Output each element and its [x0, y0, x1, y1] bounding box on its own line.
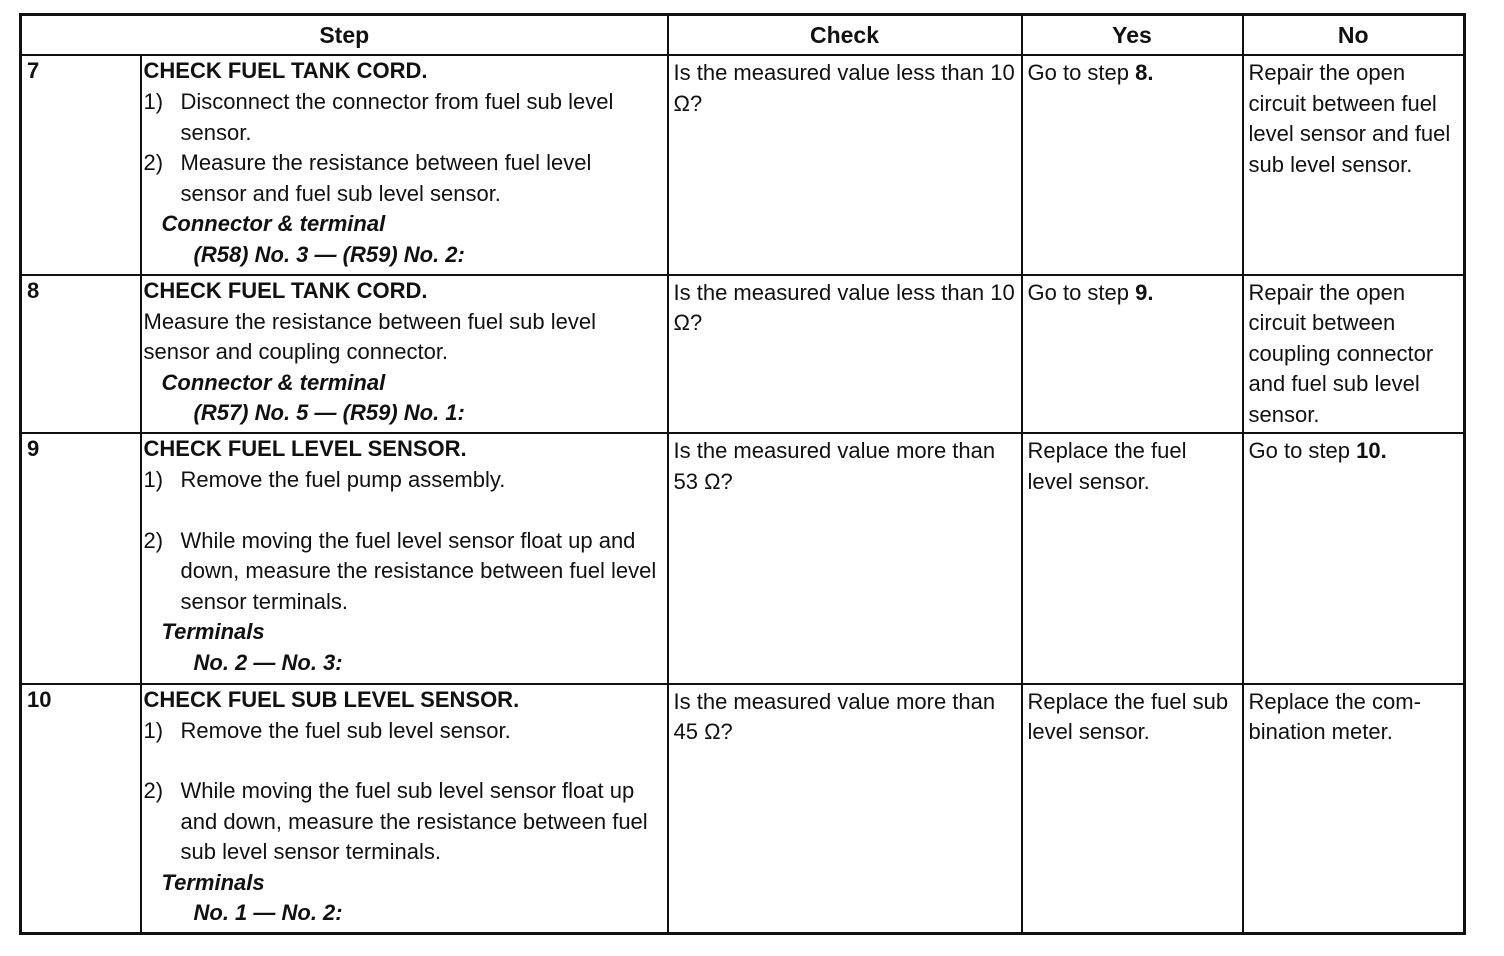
spec-value: No. 1 — No. 2:	[193, 900, 343, 926]
sub-step	[144, 148, 661, 209]
spec-label: Connector & terminal	[161, 211, 386, 236]
yes-cell	[1022, 275, 1243, 433]
yes-text: Go to step	[1027, 60, 1136, 85]
yes-cell	[1022, 55, 1243, 275]
step-number: 9	[21, 433, 141, 684]
no-cell: Repair the open circuit between fuel level sensor and fuel sub level sensor.	[1243, 55, 1465, 275]
spec-value: No. 2 — No. 3:	[193, 649, 343, 675]
yes-step-ref: 9.	[1135, 279, 1154, 305]
sub-step	[144, 776, 661, 868]
step-title: CHECK FUEL TANK CORD.	[143, 277, 428, 303]
yes-text: Go to step	[1027, 279, 1136, 305]
header-check: Check	[668, 15, 1022, 56]
check-cell: Is the measured value more than 53 Ω?	[668, 433, 1022, 684]
step-text: Measure the resistance between fuel sub level sensor and coupling connector.	[143, 308, 596, 365]
sub-step-number: 2)	[143, 150, 164, 175]
no-cell: Repair the open circuit between coupling connector and fuel sub level sensor.	[1243, 275, 1465, 433]
sub-step	[144, 526, 661, 618]
sub-step-number: 1)	[143, 89, 164, 114]
sub-step-number: 1)	[143, 467, 164, 493]
check-cell: Is the measured value more than 45 Ω?	[668, 684, 1022, 934]
sub-step-text: While moving the fuel sub level sensor float up and down, measure the resistance between fuel sub level sensor terminals.	[180, 778, 648, 865]
step-title: CHECK FUEL TANK CORD.	[143, 58, 428, 83]
spacer	[144, 496, 661, 526]
sub-step-number: 1)	[143, 717, 164, 743]
no-step-ref: 10.	[1356, 438, 1387, 464]
table-row	[21, 433, 1465, 684]
check-cell: Is the measured value less than 10 Ω?	[668, 55, 1022, 275]
sub-step	[144, 716, 661, 747]
header-yes: Yes	[1022, 15, 1243, 56]
step-title: CHECK FUEL SUB LEVEL SENSOR.	[143, 686, 520, 712]
step-title: CHECK FUEL LEVEL SENSOR.	[143, 436, 467, 462]
step-number: 8	[21, 275, 141, 433]
no-cell	[1243, 433, 1465, 684]
spec-label: Terminals	[161, 869, 265, 895]
spec-value: (R57) No. 5 — (R59) No. 1:	[193, 400, 465, 426]
sub-step	[144, 87, 661, 148]
header-step: Step	[21, 15, 668, 56]
step-cell	[141, 433, 668, 684]
step-number: 7	[21, 55, 141, 275]
spec-label: Connector & terminal	[161, 369, 386, 395]
step-cell	[141, 55, 668, 275]
sub-step-text: Measure the resistance between fuel level sensor and fuel sub level sensor.	[180, 150, 592, 206]
diagnostic-table	[19, 13, 1466, 935]
no-cell: Replace the com-bination meter.	[1243, 684, 1465, 934]
sub-step-text: Remove the fuel pump assembly.	[180, 467, 506, 493]
sub-step-number: 2)	[143, 527, 164, 553]
yes-step-ref: 8.	[1135, 60, 1154, 85]
check-cell: Is the measured value less than 10 Ω?	[668, 275, 1022, 433]
sub-step-number: 2)	[143, 778, 164, 804]
sub-step-text: Disconnect the connector from fuel sub level sensor.	[180, 89, 614, 145]
spec-label: Terminals	[161, 619, 265, 645]
yes-cell: Replace the fuel sub level sensor.	[1022, 684, 1243, 934]
step-cell	[141, 275, 668, 433]
spec-value: (R58) No. 3 — (R59) No. 2:	[193, 241, 465, 267]
spacer	[144, 746, 661, 776]
table-row	[21, 684, 1465, 934]
header-row	[21, 15, 1465, 56]
step-cell	[141, 684, 668, 934]
sub-step-text: Remove the fuel sub level sensor.	[180, 717, 511, 743]
sub-step-text: While moving the fuel level sensor float up and down, measure the resistance between fuel level sensor terminals.	[180, 527, 657, 614]
table-row	[21, 55, 1465, 275]
yes-cell: Replace the fuel level sensor.	[1022, 433, 1243, 684]
no-text: Go to step	[1248, 438, 1357, 464]
sub-step	[144, 465, 661, 496]
table-row	[21, 275, 1465, 433]
header-no: No	[1243, 15, 1465, 56]
step-number: 10	[21, 684, 141, 934]
